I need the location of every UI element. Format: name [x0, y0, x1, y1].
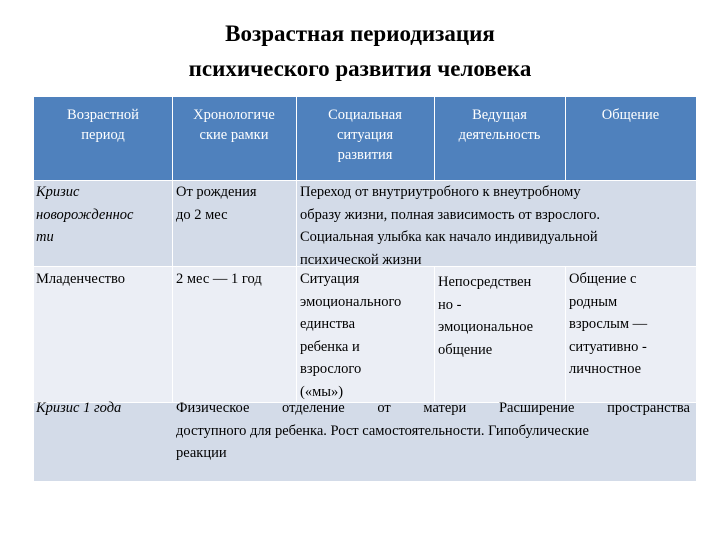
- cell-communication-infancy: Общение с родным взрослым — ситуативно - личностное: [569, 271, 648, 377]
- column-divider: [434, 266, 435, 402]
- column-divider: [296, 266, 297, 402]
- header-social-situation: Социальная ситуация развития: [328, 107, 402, 163]
- cell-activity-infancy: Непосредствен но - эмоциональное общение: [438, 274, 534, 358]
- periodization-table: [34, 97, 696, 481]
- header-chronological-range: Хронологиче ские рамки: [193, 107, 275, 143]
- cell-period-infancy: Младенчество: [36, 271, 125, 287]
- header-communication: Общение: [601, 107, 660, 123]
- cell-period-one-year-crisis: Кризис 1 года: [36, 400, 122, 416]
- title-line-1: Возрастная периодизация: [225, 21, 495, 46]
- cell-situation-infancy: Ситуация эмоционального единства ребенка и взрослого («мы»): [300, 271, 402, 400]
- cell-range-newborn-crisis: От рождения до 2 мес: [176, 184, 257, 223]
- cell-range-infancy: 2 мес — 1 год: [176, 271, 262, 287]
- column-divider: [565, 266, 566, 402]
- cell-period-newborn-crisis: Кризис новорожденнос ти: [36, 184, 134, 245]
- header-age-period: Возрастной период: [67, 107, 139, 143]
- page-title: [0, 16, 720, 86]
- cell-description-one-year-crisis: Физическое отделение от матери Расширение пространства доступного для ребенка. Рост самостоятельности. Гипобулические реакции: [176, 400, 690, 461]
- header-leading-activity: Ведущая деятельность: [458, 107, 541, 143]
- title-line-2: психического развития человека: [188, 56, 532, 81]
- cell-situation-newborn-crisis: Переход от внутриутробного к внеутробному образу жизни, полная зависимость от взрослого. Социальная улыбка как начало индивидуальной психической жизни: [300, 184, 601, 268]
